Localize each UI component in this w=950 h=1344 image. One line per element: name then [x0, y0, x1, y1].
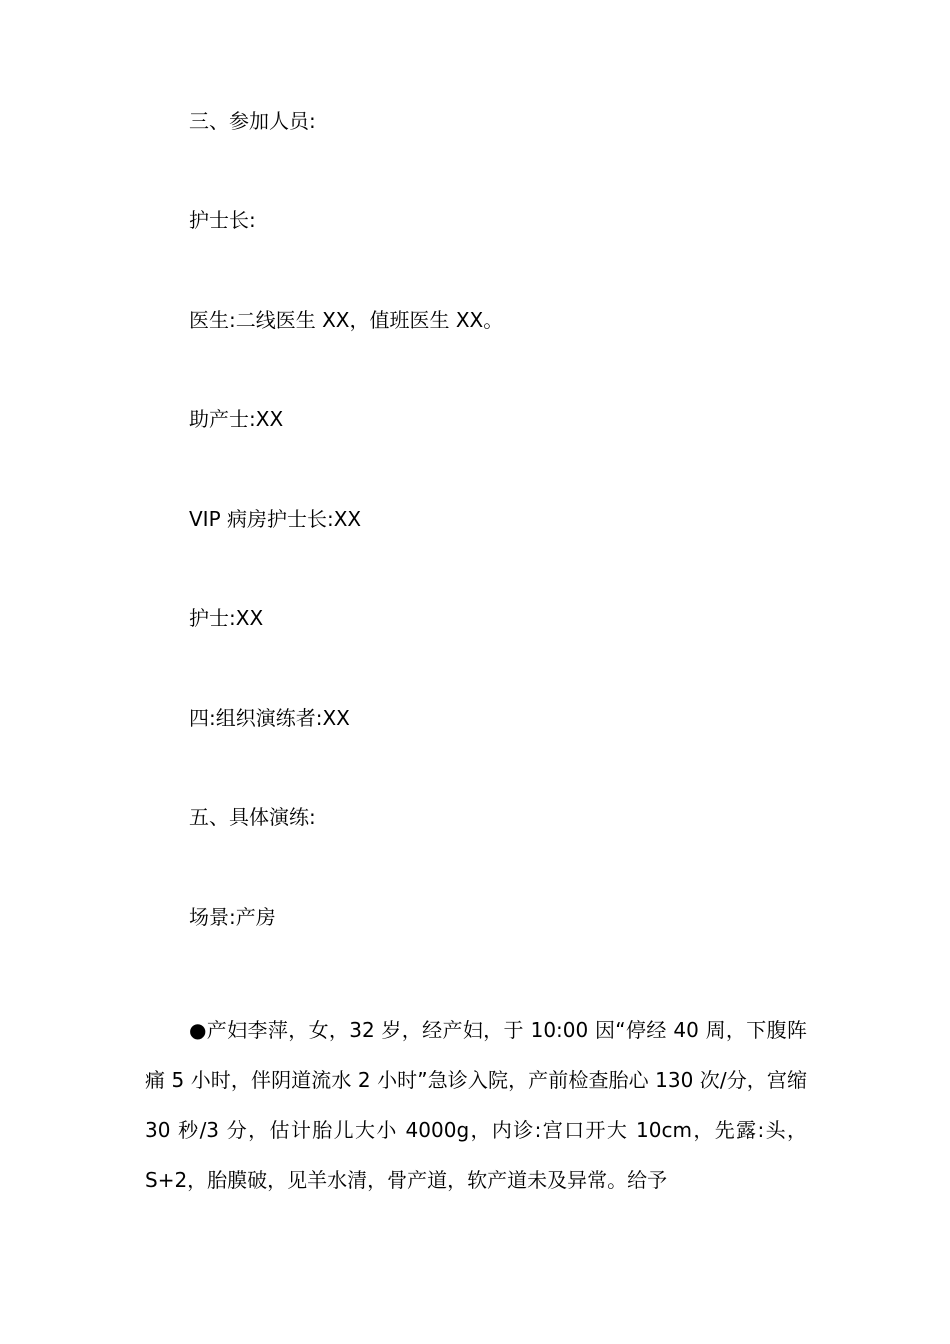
doctor-line: 医生:二线医生 XX，值班医生 XX。: [189, 308, 504, 332]
midwife-line: 助产士:XX: [189, 407, 284, 431]
head-nurse-line: 护士长:: [189, 208, 256, 232]
drill-organizer-line: 四:组织演练者:XX: [189, 706, 350, 730]
case-description-paragraph: ●产妇李萍，女，32 岁，经产妇，于 10:00 因“停经 40 周，下腹阵痛 5 小时，伴阴道流水 2 小时”急诊入院，产前检查胎心 130 次/分，宫缩 30 秒/3 分，估计胎儿大小 4000g，内诊:宫口开大 10cm，先露:头，S+2，胎膜破，见羊水清，骨产道，软产道未及异常。给予: [145, 1018, 807, 1192]
section-drill-heading: 五、具体演练:: [189, 805, 316, 829]
scene-line: 场景:产房: [189, 905, 276, 929]
nurse-line: 护士:XX: [189, 606, 264, 630]
section-participants-heading: 三、参加人员:: [189, 109, 316, 133]
vip-ward-head-nurse-line: VIP 病房护士长:XX: [189, 507, 362, 531]
